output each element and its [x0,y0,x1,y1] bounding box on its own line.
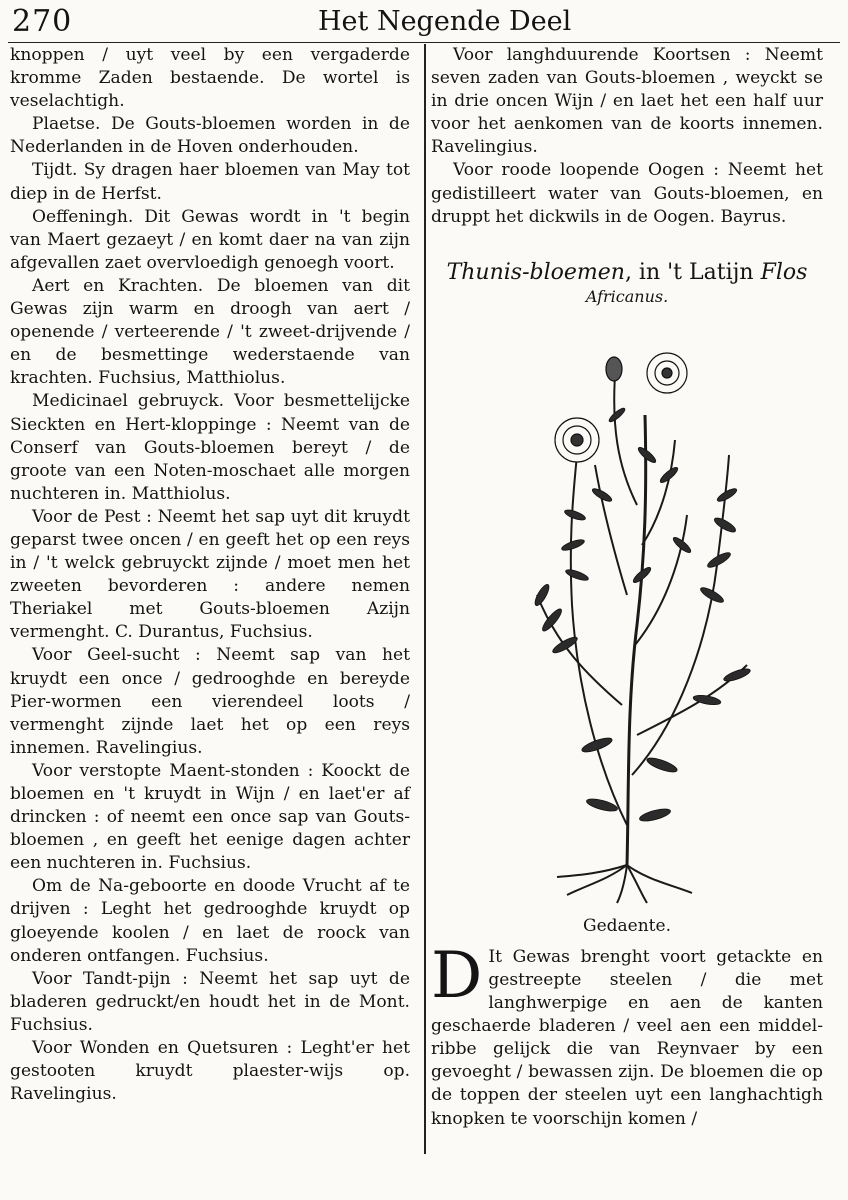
left-column [10,44,410,1106]
text-paragraph: Voor roode loopende Oogen : Neemt het gedistilleert water van Gouts-bloemen, en druppt het dickwils in de Oogen. Bayrus. [431,160,823,227]
heading-latin-intro: , in 't Latijn [624,259,761,285]
running-head [8,4,840,43]
text-paragraph: Voor langhduurende Koortsen : Neemt seven zaden van Gouts-bloemen , weyckt se in drie oncen Wijn / en laet het een half uur voor het aenkomen van de koorts innemen. Ravelingius. [431,45,823,158]
section-heading [431,259,823,287]
text-paragraph: Voor verstopte Maent-stonden : Koockt de bloemen en 't kruydt in Wijn / en laet'er af drincken : of neemt een once sap van Gouts-bloemen , en geeft het eenige dagen achter een nuchteren in. Fuchsius. [10,760,410,874]
page-title: Het Negende Deel [318,6,572,37]
text-paragraph: knoppen / uyt veel by een vergaderde kromme Zaden bestaende. De wortel is veselachtigh. [10,45,410,112]
plant-illustration [477,345,777,905]
heading-latin-name-cont: Africanus. [585,286,669,306]
text-paragraph: Voor Tandt-pijn : Neemt het sap uyt de bladeren gedruckt/en houdt het in de Mont. Fuchsius. [10,968,410,1035]
text-paragraph: Aert en Krachten. De bloemen van dit Gewas zijn warm en droogh van aert / openende / verteerende / 't zweet-drijvende / en de besmettinge wederstaende van krachten. Fuchsius, Matthiolus. [10,275,410,389]
figure-caption: Gedaente. [583,915,671,936]
drop-cap: D [431,938,483,1013]
description-paragraph [431,938,823,1131]
heading-latin-name: Flos [760,259,808,285]
heading-plant-name: Thunis-bloemen [446,259,625,285]
right-top-text [431,44,823,229]
text-paragraph: Medicinael gebruyck. Voor besmettelijcke Sieckten en Hert-kloppinge : Neemt van de Conserf van Gouts-bloemen bereyt / de groote van een Noten-moschaet alle morgen nuchteren in. Matthiolus. [10,391,410,504]
page-number: 270 [12,4,73,39]
text-paragraph: Voor Geel-sucht : Neemt sap van het kruydt een once / gedrooghde en bereyde Pier-wormen een vierendeel loots / vermenght zijnde laet het op een reys innemen. Ravelingius. [10,645,410,758]
description-text: It Gewas brenght voort getackte en gestreepte steelen / die met langhwerpige en aen de kanten geschaerde bladeren / veel aen een middel-ribbe gelijck die van Reynvaer by een gevoeght / bewassen zijn. De bloemen die op de toppen der steelen uyt een langhachtigh knopken te voorschijn komen / [431,946,823,1129]
text-paragraph: Plaetse. De Gouts-bloemen worden in de Nederlanden in de Hoven onderhouden. [10,114,410,158]
column-divider [424,44,426,1154]
text-paragraph: Voor Wonden en Quetsuren : Leght'er het gestooten kruydt plaester-wijs op. Ravelingius. [10,1038,410,1105]
text-paragraph: Tijdt. Sy dragen haer bloemen van May tot diep in de Herfst. [10,160,410,204]
text-paragraph: Voor de Pest : Neemt het sap uyt dit kruydt geparst twee oncen / en geeft het op een reys in / 't welck gebruyckt zijnde / moet men het zweeten bevorderen : andere nemen Theriakel met Gouts-bloemen Azijn vermenght. C. Durantus, Fuchsius. [10,506,410,643]
text-paragraph: Oeffeningh. Dit Gewas wordt in 't begin van Maert gezaeyt / en komt daer na van zijn afgevallen zaet overvloedigh genoegh voort. [10,206,410,273]
text-paragraph: Om de Na-geboorte en doode Vrucht af te drijven : Leght het gedrooghde kruydt op gloeyende koolen / en laet de roock van onderen ontfangen. Fuchsius. [10,876,410,966]
right-column [431,44,823,1131]
